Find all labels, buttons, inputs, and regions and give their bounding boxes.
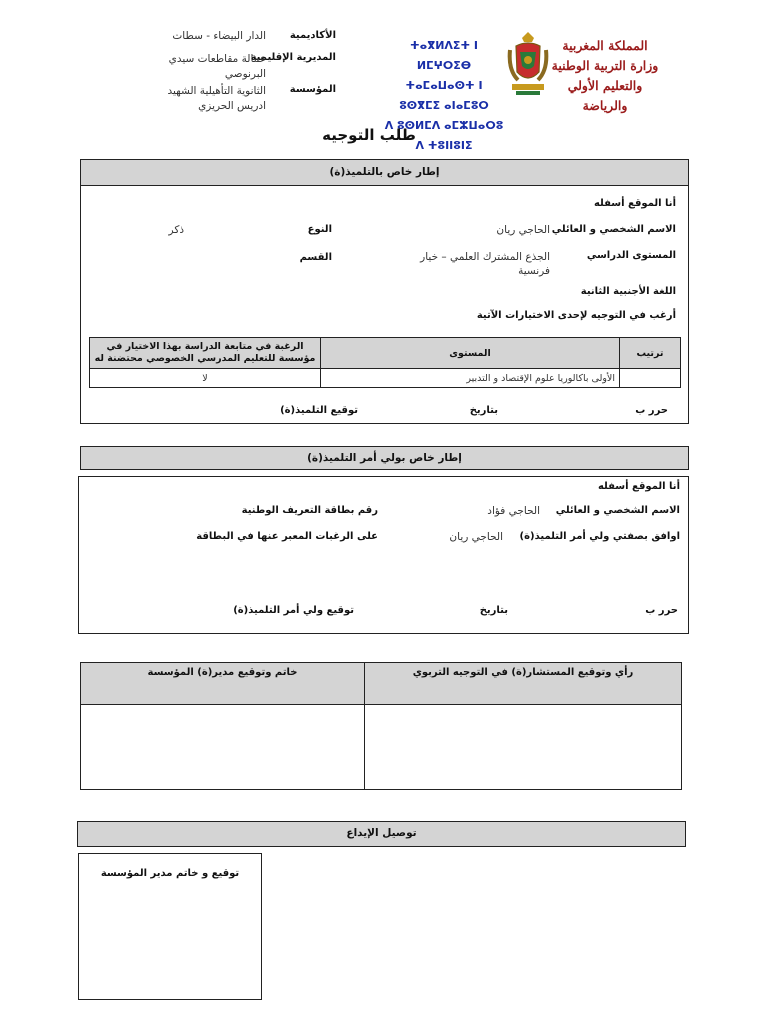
level-label: المستوى الدراسي [586,250,676,261]
table-row [90,369,681,388]
directorate-label: المديرية الإقليمية [250,52,336,63]
page-title: طلب التوجيه [322,126,416,144]
rank-cell[interactable] [620,369,681,388]
receipt-box [78,853,262,1000]
guardian-agree-label: اوافق بصفتي ولي أمر التلميذ(ة) [519,531,680,542]
guardian-name-label: الاسم الشخصي و العائلي [555,505,680,516]
ministry-block [550,36,660,116]
guardian-section-header: إطار خاص بولي أمر التلميذ(ة) [80,446,689,470]
tifinagh-line-3: ⴷ ⵓⵙⵍⵎⴷ ⴰⵎⵣⵡⴰⵔⵓ ⴷ ⵜⵓⵏⵏⵓⵏⵉ [384,119,504,152]
student-section [80,186,689,424]
director-signature-area[interactable] [83,707,362,787]
guardian-intro: أنا الموقع أسفله [597,481,680,492]
student-signature: توقيع التلميذ(ة) [280,405,358,416]
second-language-label: اللغة الأجنبية الثانية [580,286,676,297]
guardian-made-in: حرر ب [645,605,678,616]
student-made-in: حرر ب [635,405,668,416]
academy-label: الأكاديمية [289,30,336,41]
id-card-label: رقم بطاقة التعريف الوطنية [241,505,378,516]
coat-of-arms-emblem [506,30,550,100]
student-name-label: الاسم الشخصي و العائلي [551,224,676,235]
choices-table-header-row [90,338,681,369]
rank-header: ترتيب [620,338,681,369]
receipt-header: توصيل الإيداع [77,821,686,847]
gender-value: ذكر [168,224,184,236]
level-value: الجذع المشترك العلمي – خيار فرنسية [420,251,550,277]
guardian-student-name: الحاجي ريان [449,531,503,543]
gender-label: النوع [307,224,332,235]
tifinagh-line-2: ⵜⴰⵎⴰⵡⴰⵙⵜ ⵏ ⵓⵙⴳⵎⵉ ⴰⵏⴰⵎⵓⵔ [399,79,489,112]
directorate-value: عمالة مقاطعات سيدي البرنوصي [168,53,266,80]
opinions-box [80,662,682,790]
ministry-line-3: والتعليم الأولي والرياضة [567,78,643,113]
counselor-signature-area[interactable] [367,707,679,787]
header-block [140,28,340,118]
counselor-opinion-label: رأي وتوقيع المستشار(ة) في التوجيه التربوي [412,667,634,678]
director-opinion-label: خاتم وتوقيع مدير(ة) المؤسسة [147,667,298,678]
ministry-line-2: وزارة التربية الوطنية [551,58,659,73]
guardian-signature: توقيع ولي أمر التلميذ(ة) [233,605,354,616]
guardian-date: بتاريخ [479,605,508,616]
student-intro: أنا الموقع أسفله [593,198,676,209]
student-name-value: الحاجي ريان [496,224,550,236]
class-label: القسم [299,252,332,263]
institution-value: الثانوية التأهيلية الشهيد ادريس الحريزي [167,85,266,112]
institution-label: المؤسسة [289,84,336,95]
level-cell[interactable]: الأولى باكالوريا علوم الإقتصاد و التدبير [321,369,620,388]
guardian-agree-end: على الرغبات المعبر عنها في البطاقة [196,531,378,542]
level-header: المستوى [321,338,620,369]
academy-value: الدار البيضاء - سطات [172,30,266,42]
choices-table [89,337,681,388]
ministry-line-1: المملكة المغربية [562,38,648,53]
guardian-section [78,476,689,634]
opinions-header-line [81,704,681,705]
tifinagh-line-1: ⵜⴰⴳⵍⴷⵉⵜ ⵏ ⵍⵎⵖⵔⵉⴱ [409,39,479,72]
private-header: الرغبة في متابعة الدراسة بهذا الاختيار في مؤسسة للتعليم المدرسي الخصوصي محتضنة له [90,338,321,369]
student-section-header: إطار خاص بالتلميذ(ة) [80,159,689,186]
receipt-signature-label: توقيع و خاتم مدير المؤسسة [100,868,240,879]
student-date: بتاريخ [469,405,498,416]
private-cell[interactable]: لا [90,369,321,388]
guardian-name-value: الحاجي فؤاد [487,505,540,517]
wish-text: أرغب في التوجيه لإحدى الاختيارات الآتية [476,310,676,321]
